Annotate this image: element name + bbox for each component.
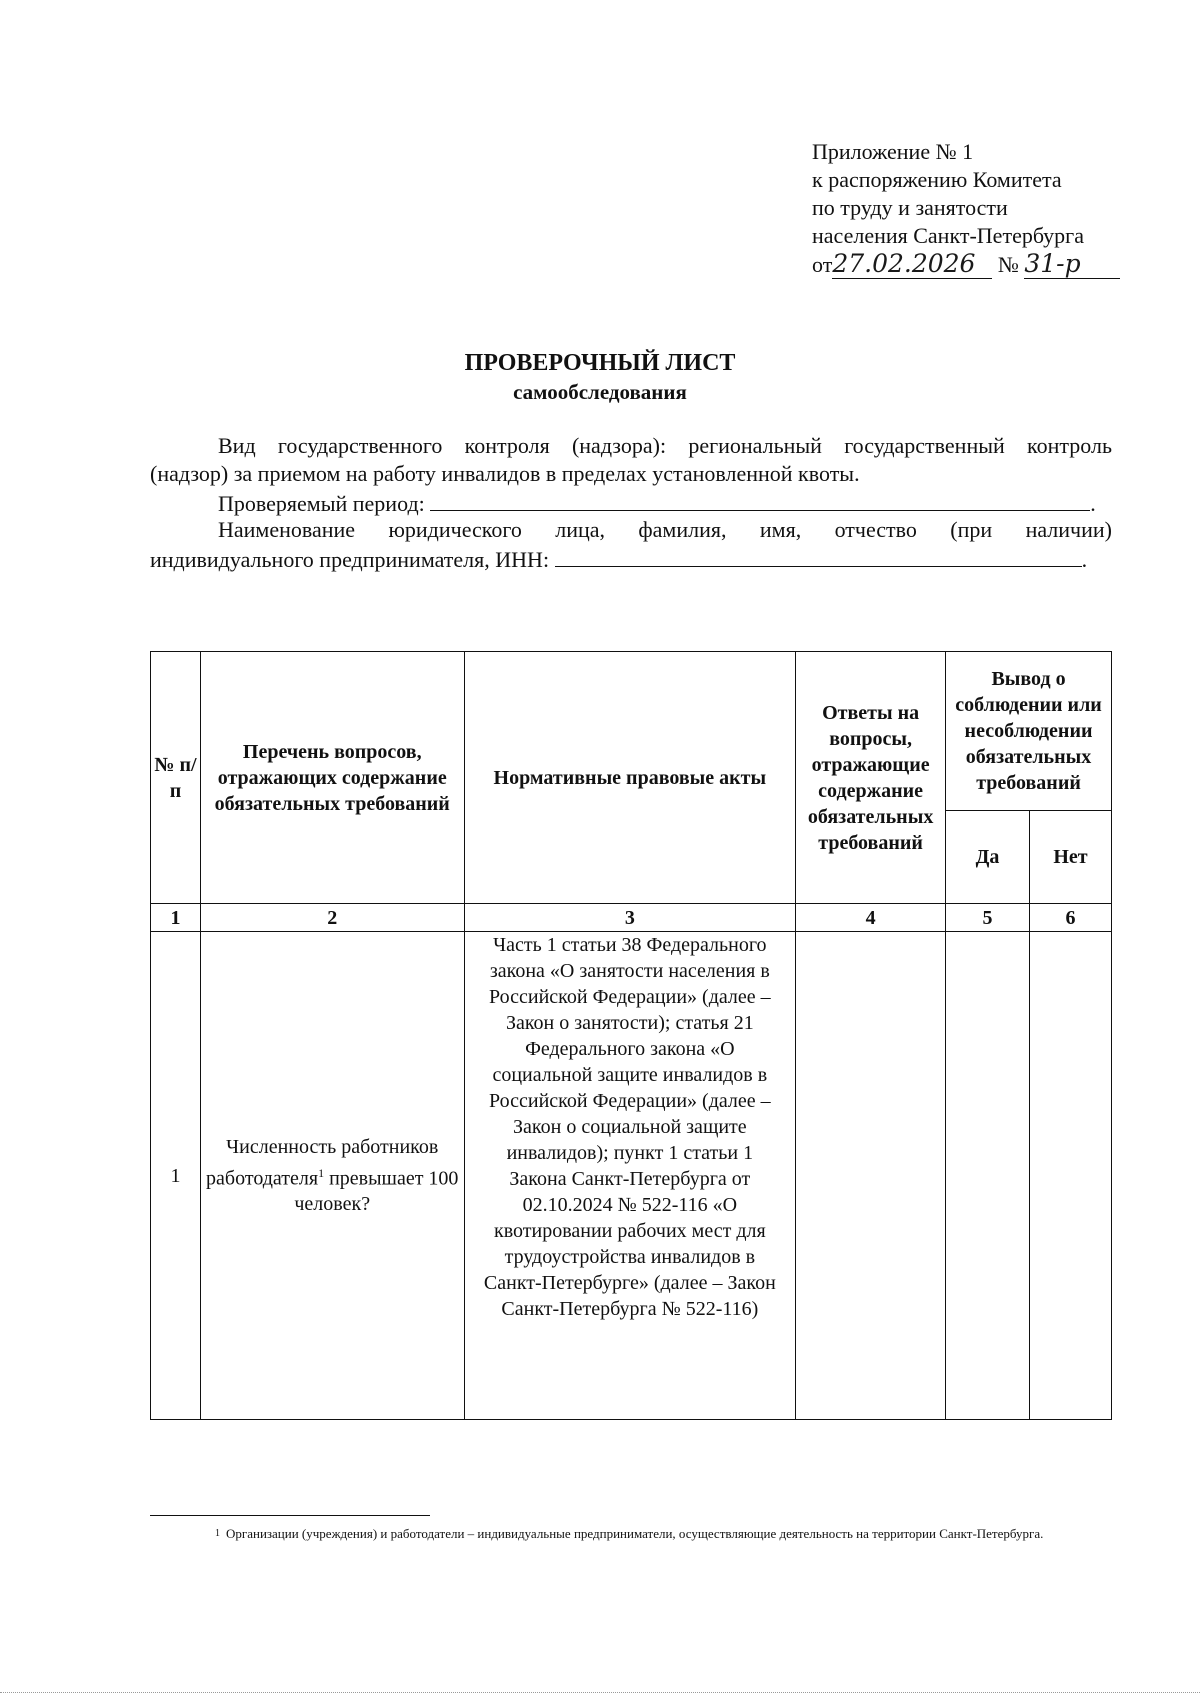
question-tail: превышает 100 человек?: [294, 1167, 459, 1216]
annex-date-field: [832, 250, 992, 279]
annex-date-number-line: [812, 250, 1120, 279]
annex-line: населения Санкт-Петербурга: [812, 223, 1084, 248]
column-number: 3: [464, 904, 796, 932]
column-number: 4: [796, 904, 946, 932]
period-label: Проверяемый период:: [218, 491, 425, 516]
entity-field: [555, 544, 1082, 567]
period-field: [430, 488, 1090, 511]
column-number: 5: [946, 904, 1030, 932]
scan-edge-line: [0, 1692, 1200, 1693]
row-question: [200, 932, 464, 1420]
footnote-number: 1: [215, 1528, 220, 1539]
question-text: Численность работников работодателя: [206, 1135, 439, 1190]
checklist-table: [150, 651, 1112, 1420]
header-no: Нет: [1030, 811, 1112, 904]
control-type-line1: Вид государственного контроля (надзора): региональный государственный контроль: [218, 433, 1112, 458]
control-type-line2: (надзор) за приемом на работу инвалидов в пределах установленной квоты.: [150, 461, 860, 486]
annex-from-label: от: [812, 252, 833, 277]
row-answer: [796, 932, 946, 1420]
entity-line2: [150, 544, 1112, 574]
header-yes: Да: [946, 811, 1030, 904]
document-subtitle: самообследования: [513, 380, 687, 404]
row-number: 1: [151, 932, 201, 1420]
entity-line1: Наименование юридического лица, фамилия, имя, отчество (при наличии): [218, 517, 1112, 542]
annex-line: по труду и занятости: [812, 195, 1008, 220]
annex-number-handwritten: 31-р: [1024, 249, 1081, 278]
column-number-row: [151, 904, 1112, 932]
annex-number-field: [1024, 250, 1120, 279]
entity-end: .: [1081, 547, 1088, 572]
footnote-marker: 1: [318, 1165, 325, 1180]
footnote-separator: [150, 1515, 430, 1516]
header-num: № п/п: [151, 652, 201, 904]
annex-block: [812, 138, 1120, 279]
header-conclusion: Вывод о соблюдении или несоблюдении обязательных требований: [946, 652, 1112, 811]
annex-line: Приложение № 1: [812, 139, 974, 164]
row-yes: [946, 932, 1030, 1420]
column-number: 1: [151, 904, 201, 932]
column-number: 2: [200, 904, 464, 932]
row-acts: Часть 1 статьи 38 Федерального закона «О занятости населения в Российской Федерации» (далее – Закон о занятости); статья 21 Федерального закона «О социальной защите инвалидов в Российской Федерации» (далее – Закон о социальной защите инвалидов); пункт 1 статьи 1 Закона Санкт-Петербурга от 02.10.2024 № 522-116 «О квотировании рабочих мест для трудоустройства инвалидов в Санкт-Петербурге» (далее – Закон Санкт-Петербурга № 522-116): [464, 932, 796, 1420]
table-header-row: [151, 652, 1112, 811]
entity-label: индивидуального предпринимателя, ИНН:: [150, 547, 550, 572]
row-no: [1030, 932, 1112, 1420]
header-answers: Ответы на вопросы, отражающие содержание обязательных требований: [796, 652, 946, 904]
document-title: ПРОВЕРОЧНЫЙ ЛИСТ: [464, 350, 736, 376]
footnote: [150, 1525, 1112, 1543]
column-number: 6: [1030, 904, 1112, 932]
header-acts: Нормативные правовые акты: [464, 652, 796, 904]
period-end: .: [1090, 491, 1096, 516]
period-line: [218, 488, 1112, 518]
header-questions: Перечень вопросов, отражающих содержание обязательных требований: [200, 652, 464, 904]
annex-date-handwritten: 27.02.2026: [832, 249, 976, 278]
table-row: [151, 932, 1112, 1420]
annex-line: к распоряжению Комитета: [812, 167, 1062, 192]
annex-number-label: №: [997, 252, 1019, 277]
footnote-text: Организации (учреждения) и работодатели – индивидуальные предприниматели, осуществляющие деятельность на территории Санкт-Петербурга.: [226, 1526, 1044, 1541]
